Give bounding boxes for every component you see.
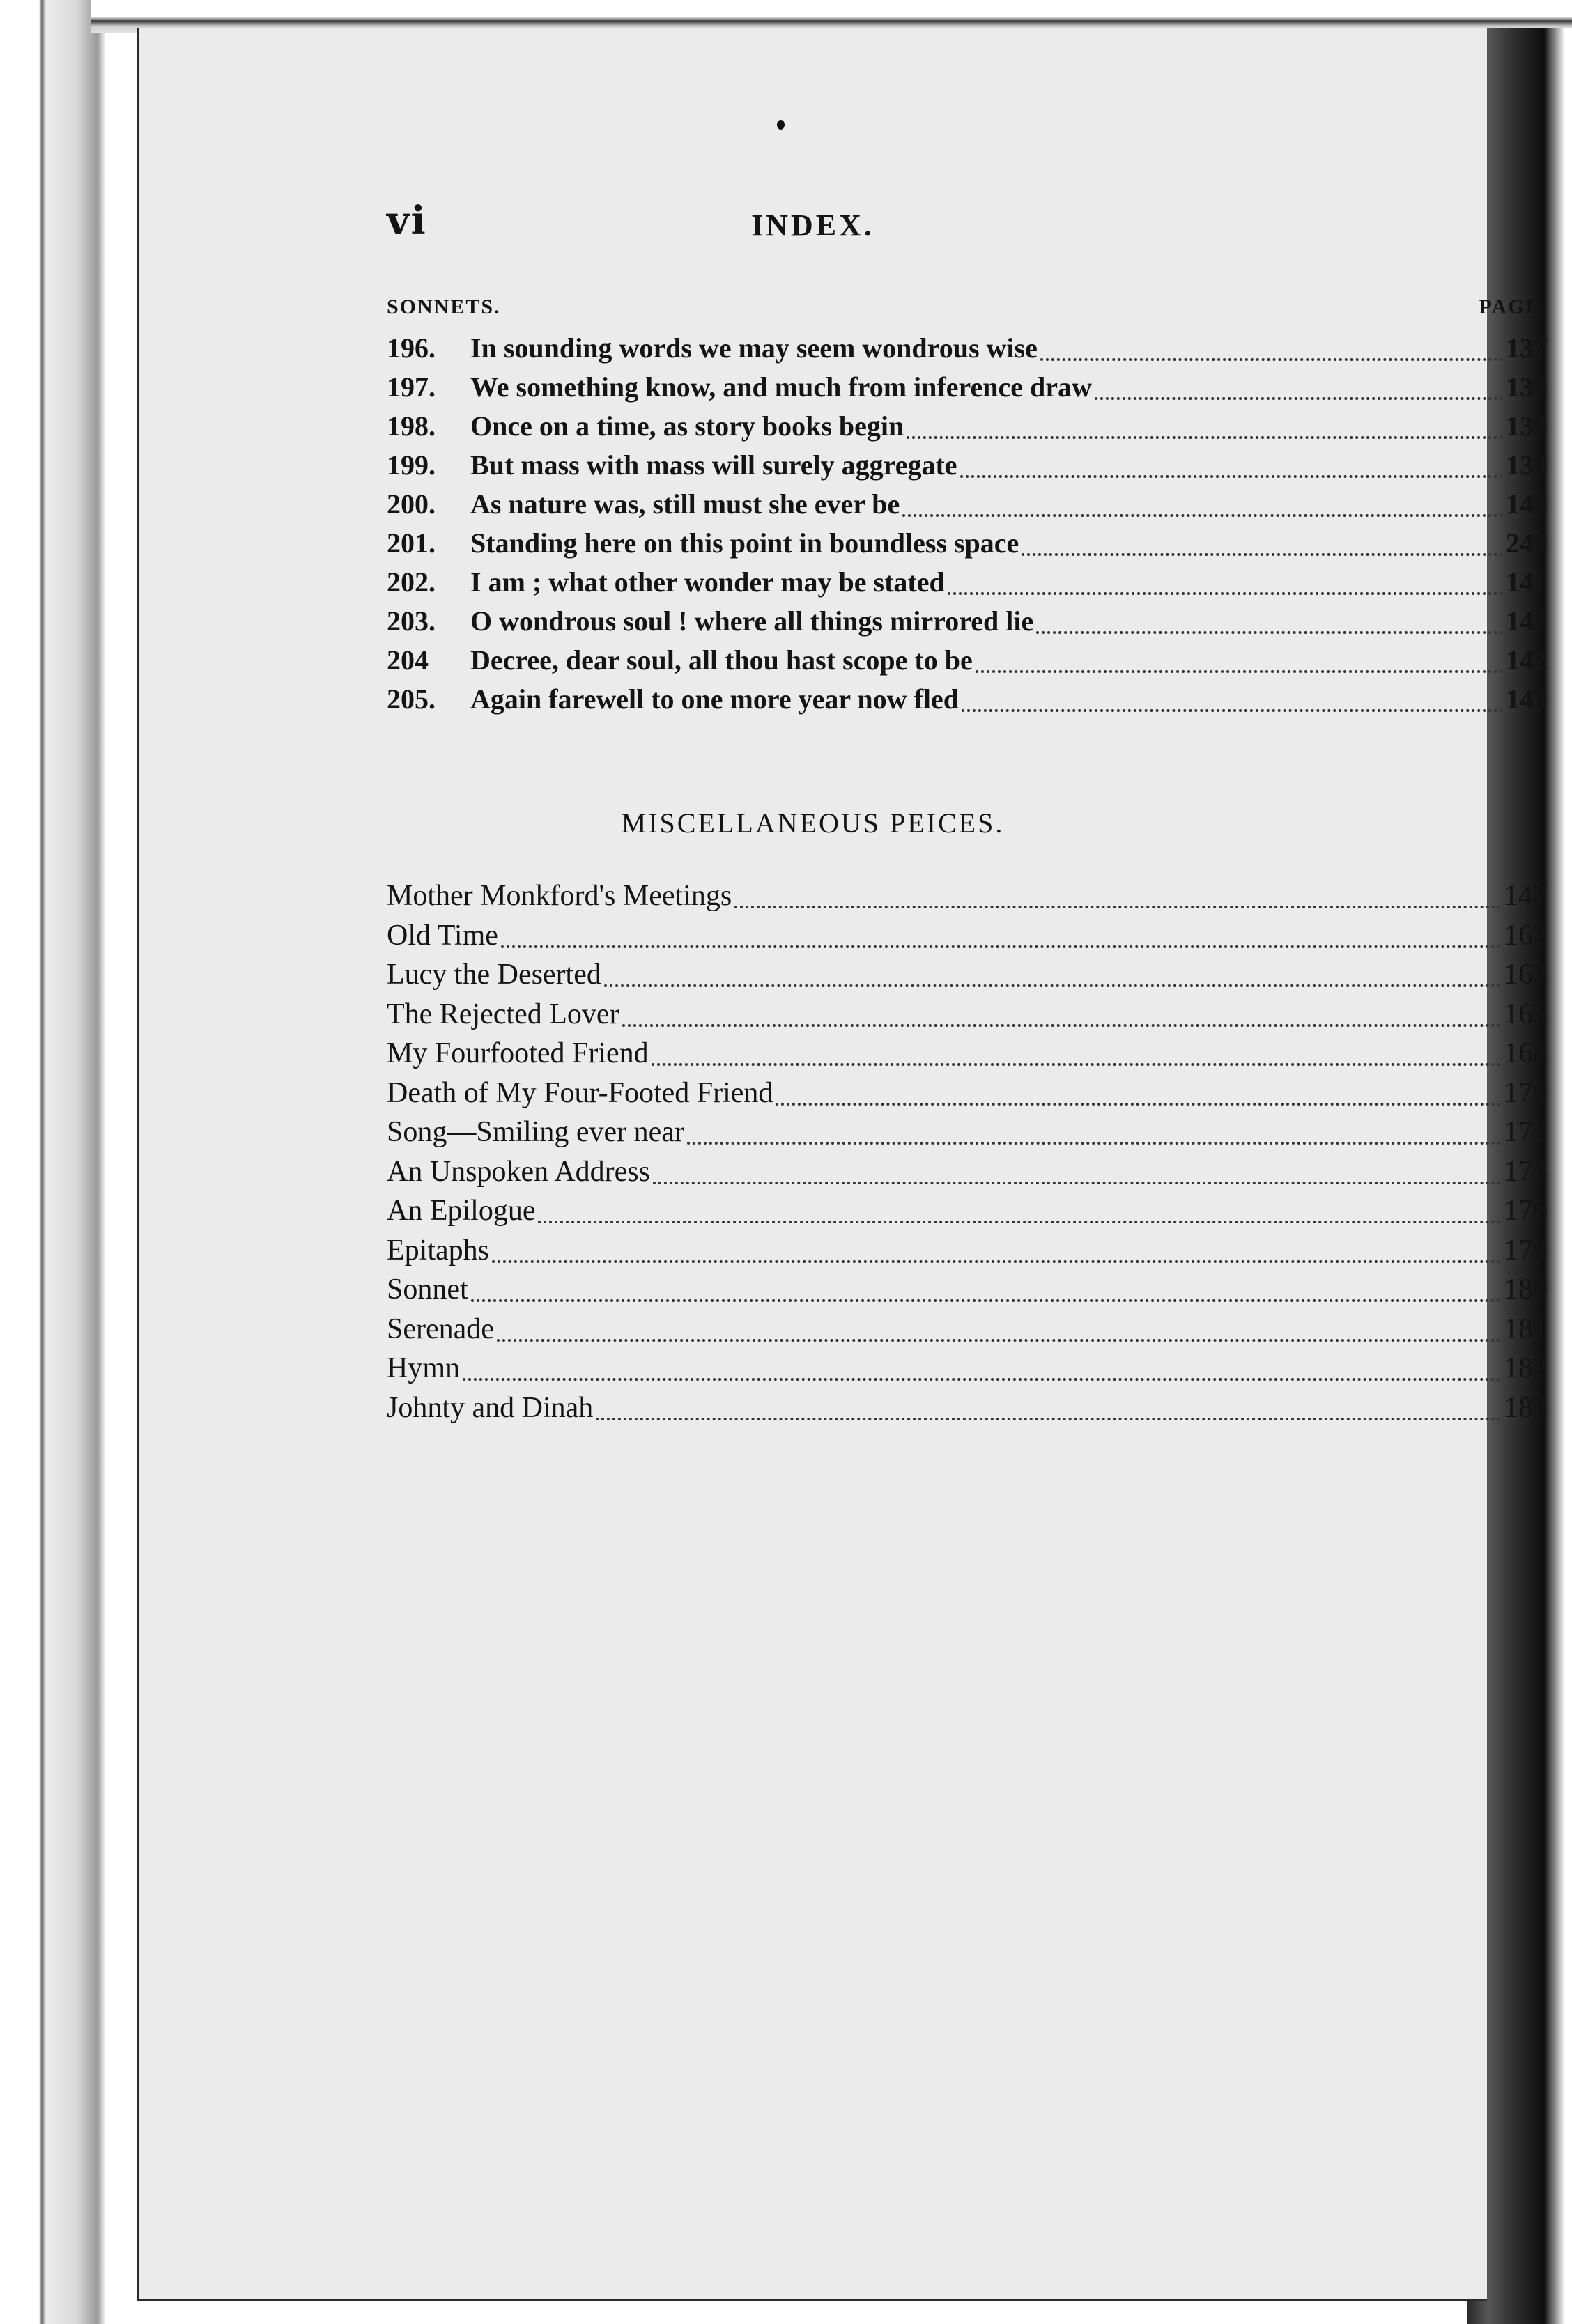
misc-entry [387, 1076, 1548, 1116]
sonnet-page: 142 [1506, 605, 1548, 637]
sonnet-title: O wondrous soul ! where all things mirrored lie [470, 605, 1034, 637]
sonnet-entry [387, 371, 1548, 410]
misc-entry [387, 919, 1548, 959]
sonnet-title: Decree, dear soul, all thou hast scope to be [470, 644, 973, 676]
sonnet-entry [387, 410, 1548, 449]
sonnet-number: 198. [387, 410, 436, 442]
sonnet-page: 142 [1506, 644, 1548, 676]
misc-page: 176 [1504, 1195, 1548, 1227]
binding-edge-left [0, 0, 105, 2324]
sonnets-list [387, 332, 1548, 722]
dot-leader [1040, 358, 1503, 361]
dot-leader [538, 1221, 1501, 1223]
sonnet-title: I am ; what other wonder may be stated [470, 566, 945, 598]
misc-page: 163 [1504, 959, 1548, 991]
sonnet-entry [387, 332, 1548, 371]
misc-entry [387, 998, 1548, 1037]
sonnet-entry [387, 644, 1548, 683]
sonnet-title: Standing here on this point in boundless space [470, 527, 1019, 559]
sonnet-number: 196. [387, 332, 436, 364]
misc-title: Hymn [387, 1352, 460, 1384]
sonnet-entry [387, 488, 1548, 527]
misc-page: 182 [1504, 1352, 1548, 1384]
misc-entry [387, 1234, 1548, 1273]
sonnet-number: 203. [387, 605, 436, 637]
misc-title: An Unspoken Address [387, 1155, 650, 1188]
misc-entry [387, 958, 1548, 998]
misc-entry [387, 1194, 1548, 1234]
misc-title: Epitaphs [387, 1234, 489, 1266]
misc-title: Death of My Four-Footed Friend [387, 1076, 773, 1109]
misc-title: An Epilogue [387, 1195, 536, 1227]
sonnet-page: 240 [1506, 527, 1548, 559]
sonnet-page: 138 [1506, 410, 1548, 442]
sonnet-page: 137 [1506, 332, 1548, 364]
dot-leader [948, 592, 1503, 595]
miscellaneous-list [387, 879, 1548, 1430]
sonnet-page: 138 [1506, 371, 1548, 403]
misc-entry [387, 1273, 1548, 1312]
sonnet-number: 200. [387, 488, 436, 520]
misc-entry [387, 1312, 1548, 1352]
ink-dot [777, 120, 785, 130]
sonnet-number: 197. [387, 371, 436, 403]
misc-entry [387, 1115, 1548, 1155]
misc-page: 179 [1504, 1234, 1548, 1266]
misc-entry [387, 1037, 1548, 1076]
running-head: INDEX. [751, 208, 874, 242]
misc-page: 172 [1504, 1116, 1548, 1148]
dot-leader [734, 906, 1501, 908]
misc-page: 181 [1504, 1312, 1548, 1345]
dot-leader [1036, 631, 1503, 634]
misc-page: 180 [1504, 1273, 1548, 1306]
misc-title: Serenade [387, 1312, 494, 1345]
sonnet-entry [387, 683, 1548, 722]
miscellaneous-heading: MISCELLANEOUS PEICES. [621, 807, 1005, 839]
sonnet-title: But mass with mass will surely aggregate [470, 449, 957, 481]
book-page [137, 28, 1548, 2301]
dot-leader [652, 1063, 1501, 1066]
misc-page: 162 [1504, 919, 1548, 952]
sonnet-title: Once on a time, as story books begin [470, 410, 904, 442]
dot-leader [497, 1339, 1501, 1342]
sonnet-number: 205. [387, 683, 436, 715]
dot-leader [463, 1378, 1501, 1381]
sonnet-page: 139 [1506, 449, 1548, 481]
sonnet-entry [387, 449, 1548, 488]
dot-leader [471, 1299, 1501, 1302]
dot-leader [902, 514, 1503, 517]
dot-leader [501, 945, 1501, 948]
misc-entry [387, 1391, 1548, 1431]
misc-page: 170 [1504, 1076, 1548, 1109]
misc-title: Song—Smiling ever near [387, 1116, 684, 1148]
sonnet-entry [387, 527, 1548, 566]
misc-entry [387, 879, 1548, 919]
misc-title: My Fourfooted Friend [387, 1037, 649, 1069]
page-number: vi [387, 198, 427, 244]
dot-leader [776, 1103, 1501, 1106]
misc-page: 165 [1504, 998, 1548, 1030]
misc-entry [387, 1155, 1548, 1195]
misc-title: Johnty and Dinah [387, 1391, 594, 1424]
dot-leader [976, 670, 1503, 673]
dot-leader [907, 436, 1503, 439]
sonnet-number: 201. [387, 527, 436, 559]
dot-leader [960, 475, 1503, 478]
page-column-header: PAGE. [1479, 295, 1548, 318]
dot-leader [492, 1260, 1501, 1263]
dot-leader [604, 984, 1501, 987]
sonnet-title: In sounding words we may seem wondrous wise [470, 332, 1038, 364]
sonnet-number: 204 [387, 644, 429, 676]
misc-page: 168 [1504, 1037, 1548, 1069]
misc-page: 147 [1504, 880, 1548, 912]
dot-leader [596, 1418, 1501, 1420]
misc-page: 183 [1504, 1391, 1548, 1424]
dot-leader [687, 1142, 1501, 1145]
misc-title: Lucy the Deserted [387, 959, 601, 991]
misc-entry [387, 1351, 1548, 1391]
sonnet-page: 143 [1506, 683, 1548, 715]
misc-page: 173 [1504, 1155, 1548, 1188]
misc-title: Mother Monkford's Meetings [387, 880, 732, 912]
dot-leader [622, 1024, 1502, 1027]
misc-title: The Rejected Lover [387, 998, 619, 1030]
dot-leader [1022, 553, 1503, 556]
misc-title: Sonnet [387, 1273, 468, 1306]
sonnet-entry [387, 566, 1548, 605]
misc-title: Old Time [387, 919, 498, 952]
dot-leader [1095, 397, 1503, 400]
sonnet-number: 199. [387, 449, 436, 481]
sonnet-entry [387, 605, 1548, 644]
sonnet-title: We something know, and much from inference draw [470, 371, 1092, 403]
sonnet-title: As nature was, still must she ever be [470, 488, 900, 520]
sonnet-page: 140 [1506, 488, 1548, 520]
sonnet-number: 202. [387, 566, 436, 598]
sonnet-page: 141 [1506, 566, 1548, 598]
dot-leader [962, 709, 1503, 712]
sonnet-title: Again farewell to one more year now fled [470, 683, 959, 715]
sonnets-column-header: SONNETS. [387, 295, 501, 318]
dot-leader [653, 1182, 1501, 1184]
